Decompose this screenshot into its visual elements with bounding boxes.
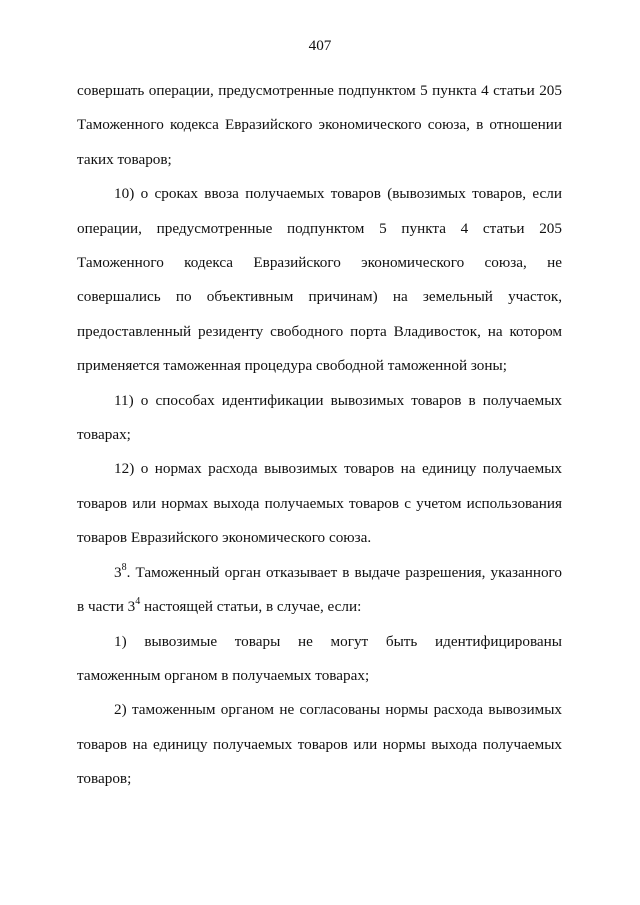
part-text-1: . Таможенный орган отказывает в выдаче разрешения, указанного в части 3 (77, 563, 562, 616)
paragraph-item-10: 10) о сроках ввоза получаемых товаров (вывозимых товаров, если операции, предусмотренные подпунктом 5 пункта 4 статьи 205 Таможенного кодекса Евразийского экономического союза, не совершались по объективным причинам) на земельный участок, предоставленный резиденту свободного порта Владивосток, на котором применяется таможенная процедура свободной таможенной зоны; (77, 185, 562, 375)
paragraph-item-1: 1) вывозимые товары не могут быть идентифицированы таможенным органом в получаемых товарах; (77, 632, 562, 684)
paragraph-item-12: 12) о нормах расхода вывозимых товаров на единицу получаемых товаров или нормах выхода получаемых товаров с учетом использования товаров Евразийского экономического союза. (77, 460, 562, 547)
document-body (77, 74, 562, 797)
paragraph-continuation: совершать операции, предусмотренные подпунктом 5 пункта 4 статьи 205 Таможенного кодекса Евразийского экономического союза, в отношении таких товаров; (77, 82, 562, 168)
part-number: 3 (114, 563, 122, 581)
part-text-2: настоящей статьи, в случае, если: (140, 598, 362, 616)
part-superscript: 8 (121, 561, 127, 573)
paragraph-item-2: 2) таможенным органом не согласованы нормы расхода вывозимых товаров на единицу получаемых товаров или нормы выхода получаемых товаров; (77, 701, 562, 788)
paragraph-item-11: 11) о способах идентификации вывозимых товаров в получаемых товарах; (77, 391, 562, 444)
paragraph-part-3-8 (77, 556, 562, 625)
page-number: 407 (308, 37, 332, 54)
reference-superscript: 4 (135, 596, 141, 608)
